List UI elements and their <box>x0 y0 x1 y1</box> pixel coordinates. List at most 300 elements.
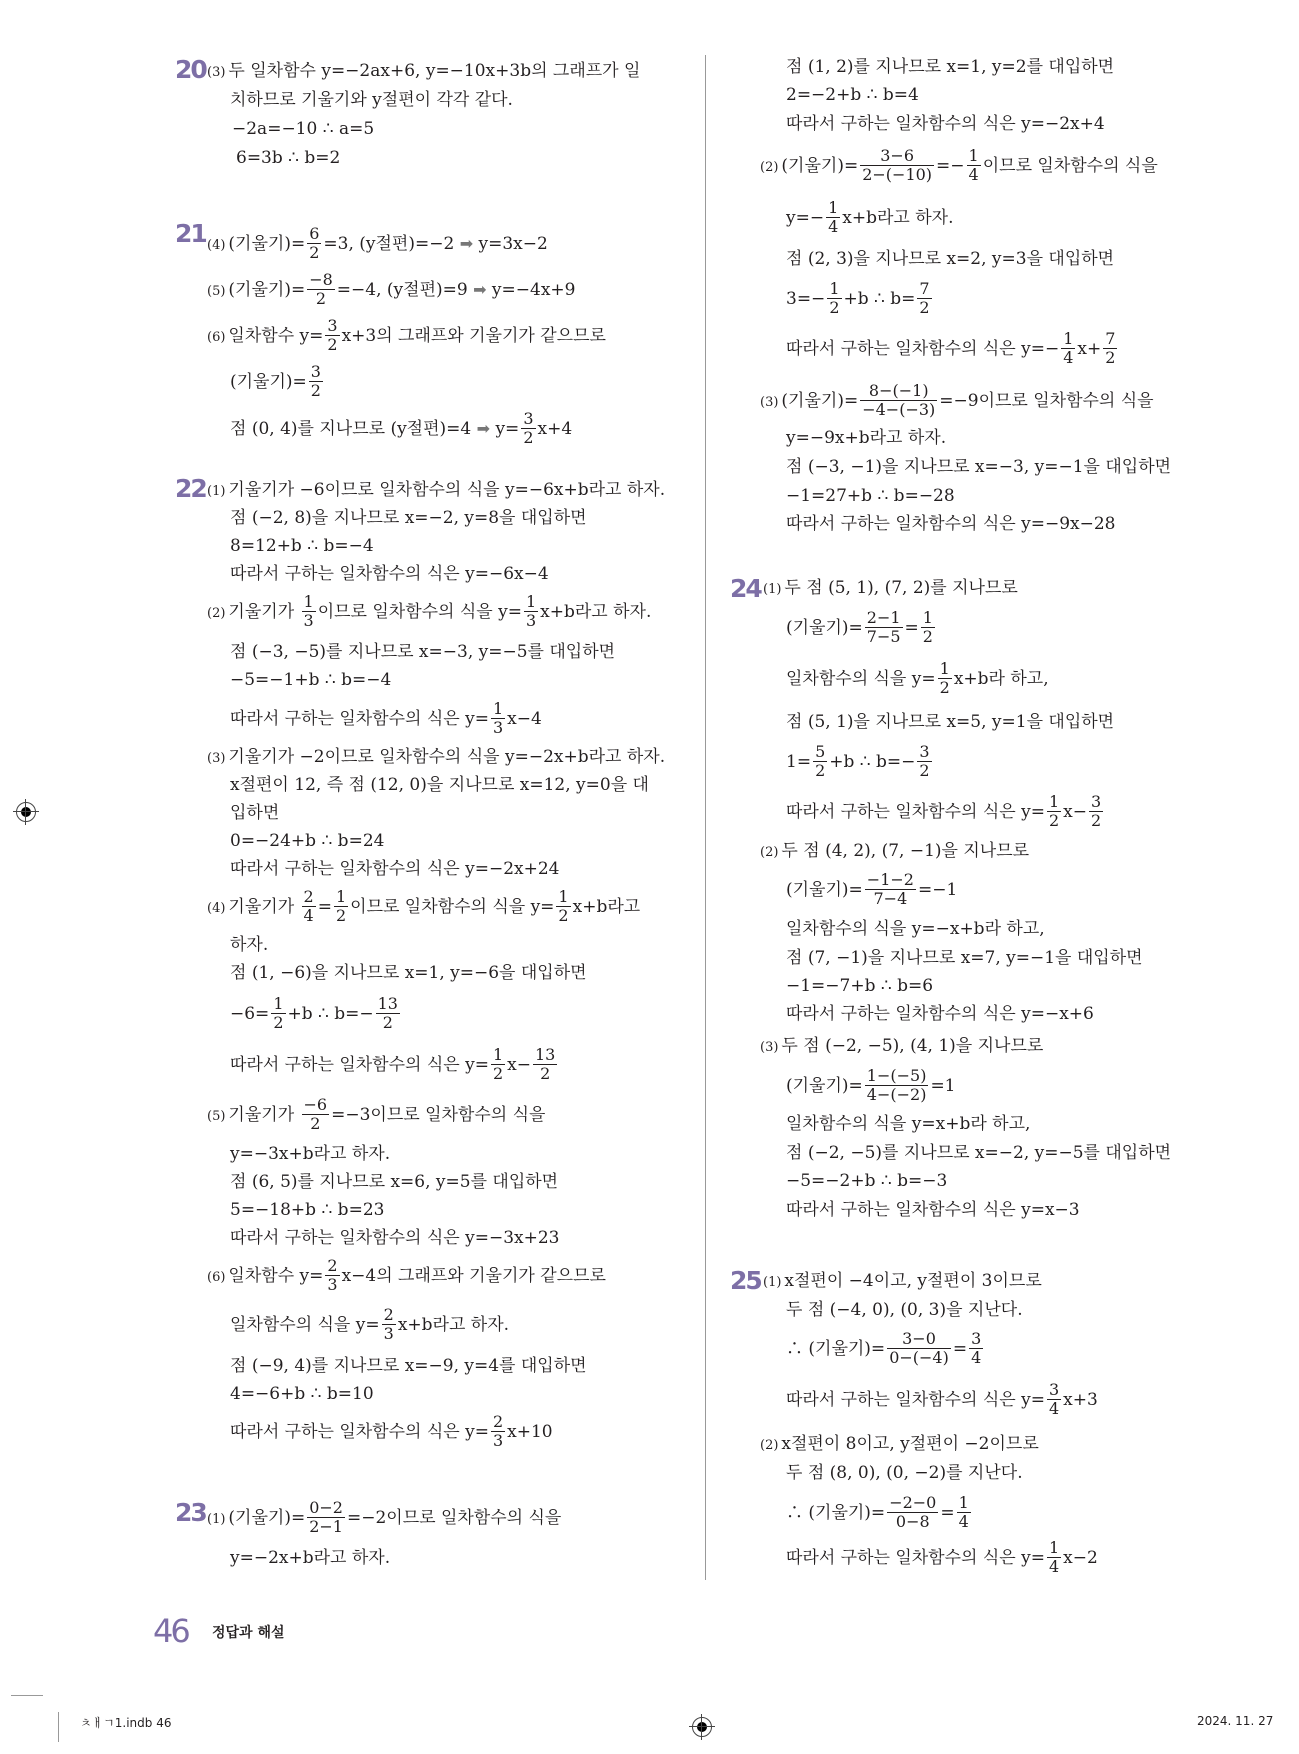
text: = <box>952 1339 968 1359</box>
numerator: 3 <box>1090 792 1102 811</box>
sub-label: (1) <box>207 1512 226 1527</box>
registration-mark-icon <box>16 802 36 822</box>
fraction <box>325 1257 339 1294</box>
solution-line: 일차함수의 식을 y=x+b라 하고, <box>786 1114 1031 1134</box>
denominator: 4 <box>971 1348 982 1367</box>
fraction <box>309 363 323 400</box>
text: = <box>904 618 919 638</box>
numerator: 3−6 <box>860 147 934 166</box>
slug-date: 2024. 11. 27 <box>1197 1714 1274 1728</box>
denominator: 2 <box>310 381 321 400</box>
solution-line: −2a=−10 ∴ a=5 <box>232 119 375 139</box>
text: x− <box>507 1055 531 1075</box>
denominator: 2 <box>335 906 347 925</box>
numerator: 6 <box>309 224 320 243</box>
page-number: 46 <box>153 1612 188 1650</box>
numerator: 3 <box>523 409 534 428</box>
solution-line <box>760 1433 1039 1455</box>
numerator: 1 <box>939 659 950 678</box>
solution-line: 6=3b ∴ b=2 <box>236 148 341 168</box>
solution-line: 점 (1, −6)을 지나므로 x=1, y=−6을 대입하면 <box>230 963 587 983</box>
solution-line: 따라서 구하는 일차함수의 식은 y=x−3 <box>786 1200 1080 1220</box>
numerator: 3 <box>310 362 321 381</box>
problem-number: 25 <box>730 1266 761 1295</box>
fraction <box>271 995 285 1032</box>
sub-label: (3) <box>760 1040 779 1055</box>
numerator: 8−(−1) <box>860 382 937 401</box>
denominator: 2 <box>540 1064 551 1083</box>
sub-label: (2) <box>760 160 779 175</box>
solution-line <box>760 379 1154 423</box>
text: 따라서 구하는 일차함수의 식은 y= <box>786 1548 1045 1568</box>
numerator: −2−0 <box>889 1493 937 1512</box>
solution-line: 점 (−3, −1)을 지나므로 x=−3, y=−1을 대입하면 <box>786 457 1172 477</box>
solution-line <box>207 268 575 312</box>
sub-label: (2) <box>760 845 779 860</box>
solution-line: 4=−6+b ∴ b=10 <box>230 1384 374 1404</box>
denominator: 3 <box>492 718 504 737</box>
fraction <box>325 317 339 354</box>
denominator: −4−(−3) <box>862 400 936 419</box>
denominator: 2 <box>829 298 840 317</box>
text: (기울기)= <box>228 280 306 300</box>
slug-file: ㅊㅐㄱ1.indb 46 <box>80 1716 172 1730</box>
solution-line <box>786 740 934 784</box>
sub-label: (2) <box>760 1438 779 1453</box>
solution-line <box>207 1093 545 1137</box>
denominator: 4 <box>828 217 839 236</box>
fraction <box>917 280 931 317</box>
text: x+b라고 하자. <box>397 1315 510 1335</box>
denominator: 0−8 <box>895 1512 930 1531</box>
fraction <box>917 743 931 780</box>
text: +b ∴ b=− <box>287 1004 374 1024</box>
solution-line <box>763 577 1018 599</box>
solution-line <box>786 790 1105 834</box>
text: (기울기)= <box>781 156 859 176</box>
crop-mark <box>58 1712 59 1742</box>
solution-line: 치하므로 기울기와 y절편이 각각 같다. <box>230 90 513 110</box>
solution-line: y=−9x+b라고 하자. <box>786 428 947 448</box>
numerator: 2 <box>383 1305 394 1324</box>
numerator: 3−0 <box>887 1330 951 1349</box>
solution-line: 따라서 구하는 일차함수의 식은 y=−6x−4 <box>230 564 549 584</box>
solution-line: 점 (7, −1)을 지나므로 x=7, y=−1을 대입하면 <box>786 948 1143 968</box>
numerator: 1 <box>525 592 537 611</box>
fraction <box>967 147 981 184</box>
text: (기울기)= <box>230 372 307 392</box>
text: +b ∴ b= <box>843 289 916 309</box>
fraction <box>307 271 335 308</box>
numerator: 1 <box>303 592 314 611</box>
text: 기울기가 <box>228 602 300 622</box>
text: 3=− <box>786 289 826 309</box>
solution-line <box>786 1064 956 1108</box>
solution-line: 0=−24+b ∴ b=24 <box>230 831 385 851</box>
text: 따라서 구하는 일차함수의 식은 y= <box>230 1422 489 1442</box>
text: 두 점 (4, 2), (7, −1)을 지나므로 <box>781 841 1030 861</box>
arrow-right-icon: ➡ <box>473 280 487 299</box>
denominator: 2 <box>382 1013 393 1032</box>
solution-line <box>760 144 1158 188</box>
denominator: 2 <box>492 1064 504 1083</box>
text: =− <box>936 156 965 176</box>
text: x절편이 8이고, y절편이 −2이므로 <box>781 1434 1039 1454</box>
numerator: 1 <box>1048 792 1060 811</box>
denominator: 2 <box>309 243 320 262</box>
fraction <box>556 888 570 925</box>
denominator: 2 <box>310 1114 321 1133</box>
solution-line: 2=−2+b ∴ b=4 <box>786 85 919 105</box>
solution-line: 점 (5, 1)을 지나므로 x=5, y=1을 대입하면 <box>786 712 1115 732</box>
solution-line <box>230 697 542 741</box>
arrow-right-icon: ➡ <box>476 419 491 438</box>
text: x+b라고 하자. <box>842 208 954 228</box>
text: 일차함수의 식을 y= <box>786 669 936 689</box>
denominator: 2 <box>919 761 930 780</box>
text: x절편이 −4이고, y절편이 3이므로 <box>784 1271 1042 1291</box>
text: 두 점 (−2, −5), (4, 1)을 지나므로 <box>781 1036 1044 1056</box>
solution-line: x절편이 12, 즉 점 (12, 0)을 지나므로 x=12, y=0을 대 <box>230 775 649 795</box>
fraction <box>1047 793 1061 830</box>
solution-line <box>207 479 665 501</box>
fraction <box>491 700 505 737</box>
denominator: 4 <box>1063 348 1074 367</box>
text: 따라서 구하는 일차함수의 식은 y= <box>230 709 489 729</box>
solution-line: 점 (−3, −5)를 지나므로 x=−3, y=−5를 대입하면 <box>230 642 616 662</box>
text: y= <box>495 419 520 439</box>
solution-line <box>786 868 957 912</box>
solution-line: −1=27+b ∴ b=−28 <box>786 486 955 506</box>
fraction <box>860 382 937 419</box>
solution-line: 8=12+b ∴ b=−4 <box>230 536 374 556</box>
text: x−4 <box>507 709 542 729</box>
fraction <box>491 1413 505 1450</box>
fraction <box>957 1494 971 1531</box>
text: (기울기)= <box>781 391 859 411</box>
text: (기울기)= <box>228 234 306 254</box>
fraction <box>376 995 400 1032</box>
numerator: 1 <box>558 887 569 906</box>
text: (기울기)= <box>786 1076 863 1096</box>
numerator: 2 <box>303 887 314 906</box>
solution-line: 점 (6, 5)를 지나므로 x=6, y=5를 대입하면 <box>230 1172 559 1192</box>
numerator: 1 <box>958 1493 969 1512</box>
text: x+3의 그래프와 기울기가 같으므로 <box>341 326 606 346</box>
solution-line: 두 점 (8, 0), (0, −2)를 지난다. <box>786 1463 1023 1483</box>
problem-number: 23 <box>175 1498 206 1527</box>
denominator: 3 <box>303 611 314 630</box>
solution-line: 점 (2, 3)을 지나므로 x=2, y=3을 대입하면 <box>786 249 1115 269</box>
fraction <box>302 888 316 925</box>
sub-label: (3) <box>760 395 779 410</box>
solution-line <box>786 657 1049 701</box>
denominator: 4 <box>1048 1399 1060 1418</box>
fraction <box>533 1046 557 1083</box>
fraction <box>334 888 348 925</box>
fraction <box>302 1096 330 1133</box>
sub-label: (3) <box>207 65 226 80</box>
problem-number: 21 <box>175 219 206 248</box>
text: =−1 <box>917 880 958 900</box>
numerator: 1 <box>273 994 284 1013</box>
text: x+3 <box>1063 1390 1098 1410</box>
text: 이므로 일차함수의 식을 y= <box>350 897 555 917</box>
denominator: 7−5 <box>866 627 901 646</box>
numerator: 1 <box>492 699 504 718</box>
text: x+b라 하고, <box>953 669 1049 689</box>
denominator: 2 <box>815 761 826 780</box>
fraction <box>865 871 916 908</box>
problem-number: 22 <box>175 474 206 503</box>
text: x−4의 그래프와 기울기가 같으므로 <box>341 1266 606 1286</box>
text: −6= <box>230 1004 270 1024</box>
text: x−2 <box>1063 1548 1098 1568</box>
solution-line <box>207 746 665 768</box>
numerator: 1 <box>1048 1538 1060 1557</box>
solution-line <box>786 277 934 321</box>
text: y=− <box>786 208 825 228</box>
solution-line <box>786 327 1119 371</box>
fraction <box>1103 330 1117 367</box>
sub-label: (1) <box>763 1275 782 1290</box>
denominator: 7−4 <box>873 889 908 908</box>
solution-line: 점 (−9, 4)를 지나므로 x=−9, y=4를 대입하면 <box>230 1356 587 1376</box>
text: (기울기)= <box>786 880 863 900</box>
numerator: 0−2 <box>309 1498 343 1517</box>
text: 이므로 일차함수의 식을 <box>982 156 1158 176</box>
text: 따라서 구하는 일차함수의 식은 y=− <box>786 339 1060 359</box>
text: 따라서 구하는 일차함수의 식은 y= <box>786 1390 1045 1410</box>
denominator: 3 <box>383 1324 394 1343</box>
sub-label: (6) <box>207 1270 226 1285</box>
denominator: 2 <box>1048 811 1060 830</box>
solution-line <box>230 992 402 1036</box>
fraction <box>1061 330 1075 367</box>
denominator: 2 <box>919 298 930 317</box>
problem-number: 24 <box>730 574 761 603</box>
numerator: 3 <box>327 316 338 335</box>
fraction <box>382 1306 396 1343</box>
denominator: 2 <box>273 1013 284 1032</box>
text: 따라서 구하는 일차함수의 식은 y= <box>230 1055 489 1075</box>
solution-line <box>207 222 548 266</box>
sub-label: (1) <box>207 484 226 499</box>
denominator: 2−(−10) <box>862 165 933 184</box>
sub-label: (6) <box>207 330 226 345</box>
fraction <box>887 1330 951 1367</box>
text: x+b라고 <box>572 897 641 917</box>
numerator: 5 <box>815 742 826 761</box>
solution-line: 일차함수의 식을 y=−x+b라 하고, <box>786 919 1045 939</box>
text: x+b라고 하자. <box>540 602 652 622</box>
numerator: −1−2 <box>866 870 914 889</box>
text: x+10 <box>507 1422 553 1442</box>
fraction <box>521 410 535 447</box>
denominator: 2 <box>327 335 338 354</box>
text: y=−4x+9 <box>491 280 576 300</box>
text: (기울기)= <box>786 618 863 638</box>
problem-number: 20 <box>175 55 206 84</box>
numerator: 3 <box>1048 1380 1060 1399</box>
numerator: 1 <box>828 198 839 217</box>
fraction <box>887 1494 938 1531</box>
numerator: 2−1 <box>866 608 901 627</box>
text: 일차함수의 식을 y= <box>230 1315 380 1335</box>
fraction <box>813 743 827 780</box>
text: =−3이므로 일차함수의 식을 <box>331 1105 546 1125</box>
denominator: 3 <box>492 1431 504 1450</box>
section-title: 정답과 해설 <box>212 1625 285 1641</box>
sub-label: (2) <box>207 606 226 621</box>
sub-label: (5) <box>207 1109 226 1124</box>
numerator: 13 <box>534 1045 556 1064</box>
text: x+ <box>1077 339 1102 359</box>
denominator: 2 <box>523 428 534 447</box>
fraction <box>307 225 321 262</box>
sub-label: (5) <box>207 284 226 299</box>
solution-line: 따라서 구하는 일차함수의 식은 y=−9x−28 <box>786 514 1116 534</box>
fraction <box>969 1330 983 1367</box>
text: x+4 <box>537 419 573 439</box>
solution-line: 5=−18+b ∴ b=23 <box>230 1200 385 1220</box>
sub-label: (4) <box>207 238 226 253</box>
solution-line <box>207 314 606 358</box>
solution-line <box>207 60 640 82</box>
solution-line <box>230 1410 553 1454</box>
sub-label: (4) <box>207 901 226 916</box>
solution-line <box>786 196 954 240</box>
text: 1= <box>786 752 812 772</box>
text: =1 <box>930 1076 956 1096</box>
denominator: 4 <box>958 1512 969 1531</box>
solution-line: y=−2x+b라고 하자. <box>230 1548 391 1568</box>
solution-line: −1=−7+b ∴ b=6 <box>786 976 934 996</box>
text: 일차함수 y= <box>228 326 324 346</box>
numerator: 1 <box>829 279 840 298</box>
text: x− <box>1063 802 1087 822</box>
numerator: 1−(−5) <box>866 1066 927 1085</box>
solution-line <box>760 840 1029 862</box>
solution-line: 입하면 <box>230 803 280 823</box>
denominator: 4−(−2) <box>866 1085 927 1104</box>
solution-line: −5=−2+b ∴ b=−3 <box>786 1171 948 1191</box>
text: ∴ (기울기)= <box>786 1339 886 1359</box>
solution-line: 점 (−2, −5)를 지나므로 x=−2, y=−5를 대입하면 <box>786 1143 1172 1163</box>
solution-line <box>763 1270 1042 1292</box>
solution-line <box>230 407 572 451</box>
text: 기울기가 <box>228 1105 300 1125</box>
text: 기울기가 <box>228 897 300 917</box>
solution-line: y=−3x+b라고 하자. <box>230 1144 391 1164</box>
fraction <box>302 593 316 630</box>
solution-line <box>760 1035 1043 1057</box>
text: =−4, (y절편)=9 <box>336 280 468 300</box>
denominator: 2 <box>1090 811 1102 830</box>
denominator: 2 <box>939 678 950 697</box>
numerator: 1 <box>922 608 933 627</box>
solution-line <box>230 1043 559 1087</box>
text: 두 점 (5, 1), (7, 2)를 지나므로 <box>784 578 1018 598</box>
fraction <box>865 1067 929 1104</box>
solution-line <box>786 1378 1098 1422</box>
fraction <box>865 609 903 646</box>
numerator: 2 <box>327 1256 338 1275</box>
fraction <box>938 660 952 697</box>
numerator: 3 <box>919 742 930 761</box>
text: ∴ (기울기)= <box>786 1503 886 1523</box>
fraction <box>307 1499 345 1536</box>
fraction <box>1047 1381 1061 1418</box>
solution-line: 두 점 (−4, 0), (0, 3)을 지난다. <box>786 1300 1023 1320</box>
text: =3, (y절편)=−2 <box>323 234 455 254</box>
numerator: 7 <box>919 279 930 298</box>
denominator: 0−(−4) <box>889 1348 949 1367</box>
text: 두 일차함수 y=−2ax+6, y=−10x+3b의 그래프가 일 <box>228 61 641 81</box>
denominator: 4 <box>1048 1557 1060 1576</box>
solution-line <box>786 606 937 650</box>
denominator: 4 <box>303 906 314 925</box>
solution-line: 따라서 구하는 일차함수의 식은 y=−x+6 <box>786 1004 1094 1024</box>
numerator: 1 <box>968 146 979 165</box>
text: 기울기가 −6이므로 일차함수의 식을 y=−6x+b라고 하자. <box>228 480 666 500</box>
denominator: 2−1 <box>309 1517 343 1536</box>
column-divider <box>705 55 706 1580</box>
text: = <box>317 897 332 917</box>
text: =−2이므로 일차함수의 식을 <box>346 1508 562 1528</box>
solution-line <box>207 590 651 634</box>
fraction <box>524 593 538 630</box>
fraction <box>921 609 935 646</box>
numerator: 3 <box>971 1329 982 1348</box>
denominator: 2 <box>315 289 327 308</box>
sub-label: (1) <box>763 582 782 597</box>
solution-line: 따라서 구하는 일차함수의 식은 y=−2x+24 <box>230 859 560 879</box>
numerator: −8 <box>309 270 333 289</box>
denominator: 2 <box>558 906 569 925</box>
sub-label: (3) <box>207 751 226 766</box>
solution-line <box>207 885 640 929</box>
numerator: 1 <box>492 1045 504 1064</box>
fraction <box>1047 1539 1061 1576</box>
solution-line <box>786 1536 1098 1580</box>
crop-mark <box>11 1695 43 1696</box>
solution-line <box>230 1303 509 1347</box>
text: y=3x−2 <box>478 234 548 254</box>
denominator: 4 <box>968 165 979 184</box>
solution-line: 점 (−2, 8)을 지나므로 x=−2, y=8을 대입하면 <box>230 508 587 528</box>
text: 점 (0, 4)를 지나므로 (y절편)=4 <box>230 419 472 439</box>
solution-line <box>207 1496 561 1540</box>
text: =−9이므로 일차함수의 식을 <box>939 391 1154 411</box>
text: 따라서 구하는 일차함수의 식은 y= <box>786 802 1045 822</box>
fraction <box>491 1046 505 1083</box>
text: (기울기)= <box>228 1508 306 1528</box>
solution-line <box>207 1254 606 1298</box>
numerator: 7 <box>1105 329 1116 348</box>
numerator: 13 <box>377 994 398 1013</box>
fraction <box>826 199 840 236</box>
text: 이므로 일차함수의 식을 y= <box>317 602 522 622</box>
solution-line: 점 (1, 2)를 지나므로 x=1, y=2를 대입하면 <box>786 57 1115 77</box>
numerator: 1 <box>1063 329 1074 348</box>
solution-line <box>230 360 325 404</box>
fraction <box>860 147 934 184</box>
solution-line: 따라서 구하는 일차함수의 식은 y=−3x+23 <box>230 1228 560 1248</box>
denominator: 3 <box>525 611 537 630</box>
solution-line <box>786 1491 973 1535</box>
fraction <box>827 280 841 317</box>
